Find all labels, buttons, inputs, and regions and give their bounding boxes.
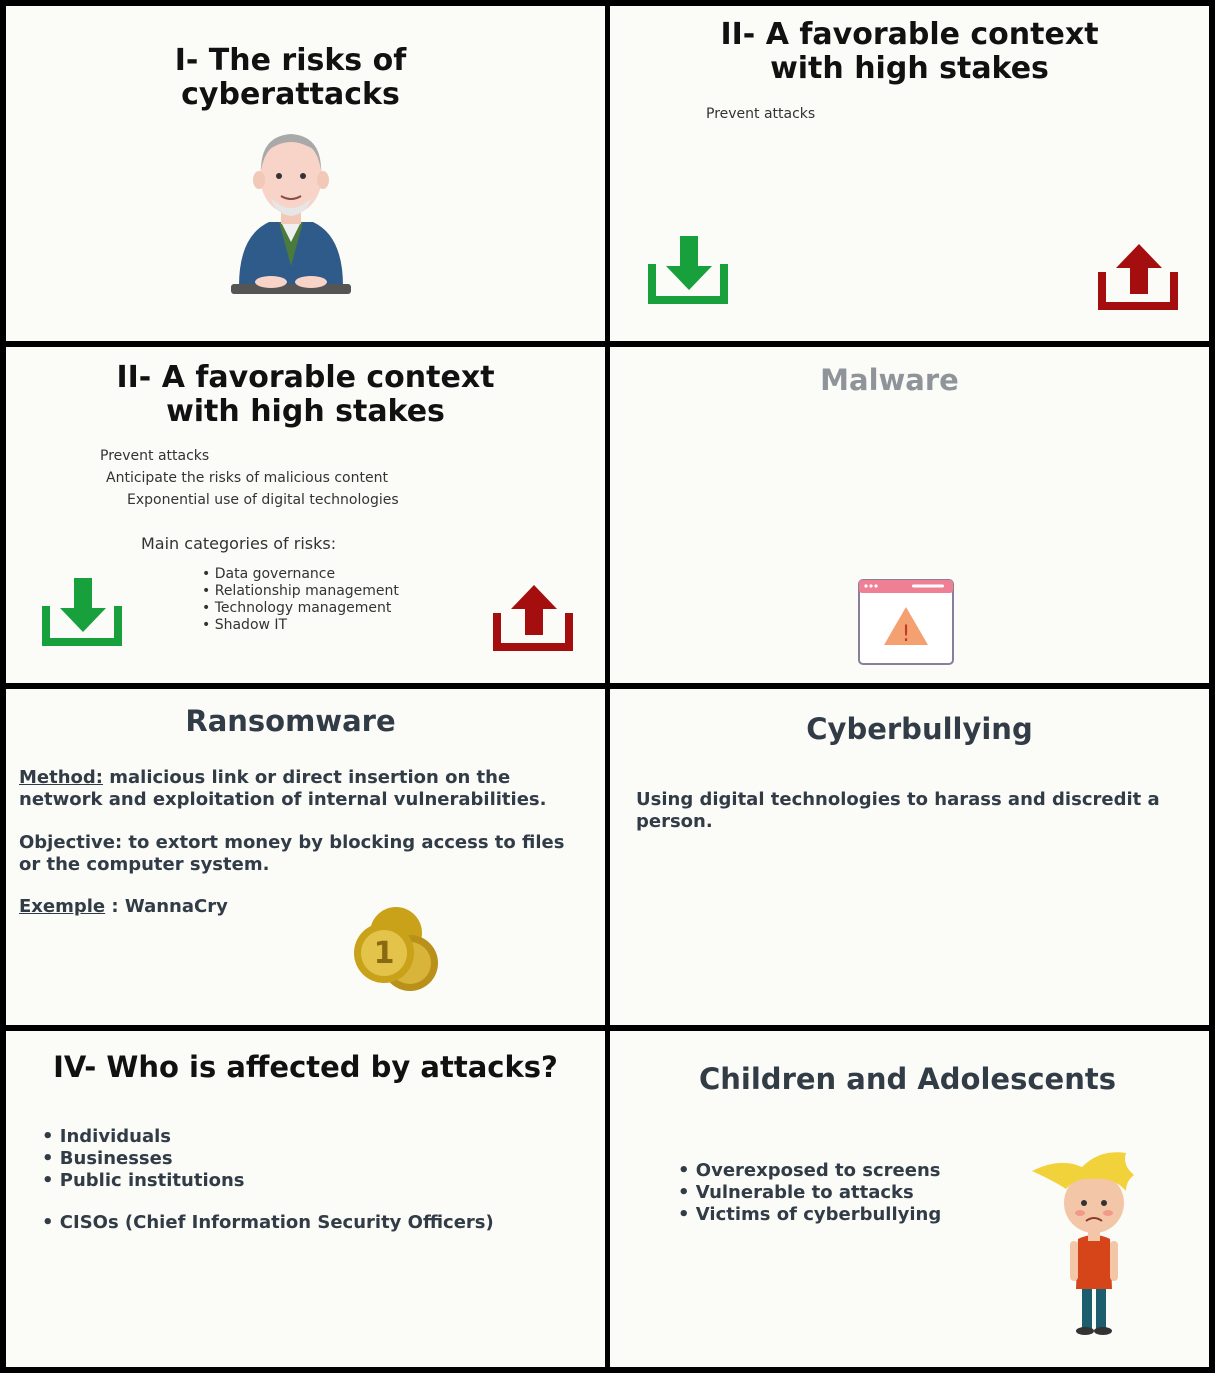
title-line-2: with high stakes bbox=[166, 394, 445, 429]
coin-digit: 1 bbox=[373, 936, 395, 971]
panel-cyberbullying bbox=[610, 689, 1209, 1025]
download-icon bbox=[42, 576, 124, 648]
panel-title: Children and Adolescents bbox=[699, 1062, 1116, 1096]
list-item: • Businesses bbox=[42, 1148, 245, 1170]
title-line-1: II- A favorable context bbox=[116, 360, 495, 395]
panel-favorable-context-details bbox=[6, 347, 605, 683]
example-value: : WannaCry bbox=[105, 896, 228, 917]
coins-icon bbox=[354, 905, 444, 995]
list-item: • Relationship management bbox=[202, 583, 399, 600]
list-item: • Overexposed to screens bbox=[678, 1160, 941, 1182]
list-item: • CISOs (Chief Information Security Officers) bbox=[42, 1212, 494, 1234]
example-label: Exemple bbox=[19, 896, 106, 917]
anticipate-risks-text: Anticipate the risks of malicious content bbox=[106, 470, 388, 486]
affected-list-extra bbox=[42, 1212, 494, 1234]
panel-who-is-affected bbox=[6, 1031, 605, 1367]
title-line-1: I- The risks of bbox=[174, 43, 407, 78]
title-line-1: II- A favorable context bbox=[720, 17, 1099, 52]
title-line-2: with high stakes bbox=[770, 51, 1049, 86]
panel-title: Ransomware bbox=[185, 704, 396, 738]
upload-icon bbox=[493, 583, 575, 653]
prevent-attacks-text: Prevent attacks bbox=[706, 106, 816, 122]
method-label: Method: bbox=[19, 767, 103, 788]
method-description: malicious link or direct insertion on the network and exploitation of internal vulnerabilities. bbox=[19, 767, 547, 810]
panel-malware bbox=[610, 347, 1209, 683]
list-item: • Individuals bbox=[42, 1126, 245, 1148]
panel-risks-of-cyberattacks bbox=[6, 6, 605, 341]
download-icon bbox=[648, 234, 730, 306]
browser-warning-icon bbox=[858, 579, 956, 667]
list-item: • Victims of cyberbullying bbox=[678, 1204, 941, 1226]
upload-icon bbox=[1098, 242, 1180, 312]
warning-glyph: ! bbox=[901, 622, 911, 647]
example-text bbox=[19, 896, 589, 918]
prevent-attacks-text: Prevent attacks bbox=[100, 448, 210, 464]
panel-children-adolescents bbox=[610, 1031, 1209, 1367]
list-item: • Data governance bbox=[202, 566, 399, 583]
children-list bbox=[678, 1160, 941, 1226]
list-item: • Public institutions bbox=[42, 1170, 245, 1192]
man-at-keyboard-icon bbox=[221, 118, 361, 298]
panel-title bbox=[610, 18, 1209, 86]
sad-child-icon bbox=[1030, 1147, 1140, 1337]
cyberbullying-description: Using digital technologies to harass and discredit a person. bbox=[636, 789, 1160, 832]
digital-use-text: Exponential use of digital technologies bbox=[127, 492, 399, 508]
affected-list bbox=[42, 1126, 245, 1192]
risk-categories-list bbox=[202, 566, 399, 634]
list-item: • Vulnerable to attacks bbox=[678, 1182, 941, 1204]
panel-title: IV- Who is affected by attacks? bbox=[53, 1050, 558, 1084]
title-line-2: cyberattacks bbox=[181, 77, 400, 112]
list-item: • Technology management bbox=[202, 600, 399, 617]
objective-text: Objective: to extort money by blocking access to files or the computer system. bbox=[19, 832, 565, 875]
panel-ransomware bbox=[6, 689, 605, 1025]
panel-title bbox=[6, 361, 605, 429]
panel-title: Malware bbox=[820, 363, 959, 397]
categories-label: Main categories of risks: bbox=[141, 534, 337, 553]
panel-title bbox=[6, 44, 605, 112]
method-text bbox=[19, 767, 589, 811]
panel-favorable-context bbox=[610, 6, 1209, 341]
panel-title: Cyberbullying bbox=[806, 712, 1033, 746]
list-item: • Shadow IT bbox=[202, 617, 399, 634]
